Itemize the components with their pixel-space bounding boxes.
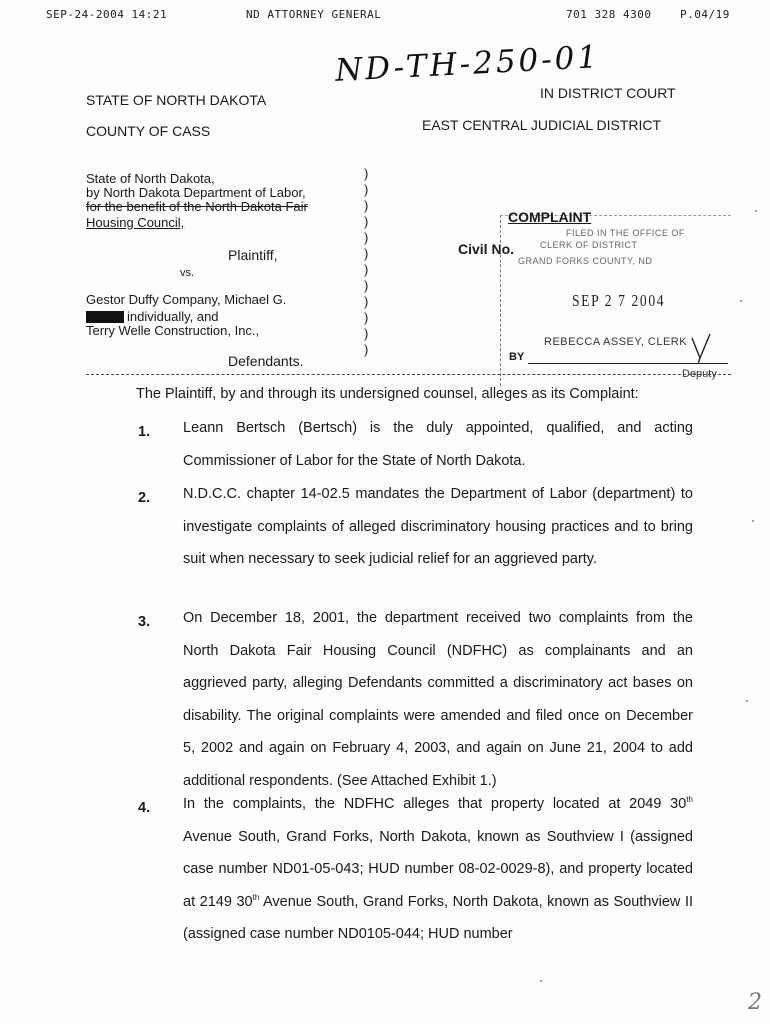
caption-divider <box>86 374 731 375</box>
stamp-date: SEP 2 7 2004 <box>572 291 666 310</box>
stamp-clerk-of-district: CLERK OF DISTRICT <box>540 240 638 250</box>
paragraph-4 <box>183 788 693 951</box>
handwritten-case-number: ND-TH-250-01 <box>334 39 601 89</box>
plaintiff-line-2: by North Dakota Department of Labor, <box>86 185 306 200</box>
scan-speck <box>752 520 754 522</box>
caption-parentheses: ) ) ) ) ) ) ) ) ) ) ) ) <box>364 166 369 357</box>
stamp-clerk: REBECCA ASSEY, CLERK <box>544 336 688 348</box>
defendant-line-1: Gestor Duffy Company, Michael G. <box>86 292 287 307</box>
fax-timestamp: SEP-24-2004 14:21 <box>46 8 168 21</box>
paragraph-4-part-c: Avenue South, Grand Forks, North Dakota, known as Southview II (assigned case number ND0105-044; HUD number <box>183 893 694 943</box>
defendant-role: Defendants. <box>228 353 304 369</box>
plaintiff-role: Plaintiff, <box>228 247 278 263</box>
scan-speck <box>740 300 742 302</box>
redaction-box <box>86 311 124 323</box>
stamp-by-label: BY <box>509 351 525 363</box>
fax-page: P.04/19 <box>680 8 730 21</box>
defendant-line-2: individually, and <box>127 309 219 324</box>
ordinal-suffix-a: th <box>686 795 693 805</box>
paragraph-1: Leann Bertsch (Bertsch) is the duly appointed, qualified, and acting Commissioner of Labor for the State of North Dakota. <box>183 420 693 469</box>
plaintiff-line-3: for the benefit of the North Dakota Fair <box>86 199 308 214</box>
stamp-deputy: Deputy <box>682 368 717 380</box>
caption-county: COUNTY OF CASS <box>86 123 211 139</box>
scan-speck <box>755 210 757 212</box>
paragraph-2: N.D.C.C. chapter 14-02.5 mandates the Department of Labor (department) to investigate complaints of alleged discriminatory housing practices and to bring suit when necessary to seek judicial relief for an aggrieved party. <box>183 486 693 568</box>
caption-court: IN DISTRICT COURT <box>540 85 676 101</box>
paragraph-number-3: 3. <box>138 614 151 630</box>
civil-no-label: Civil No. <box>458 241 515 257</box>
complaint-intro: The Plaintiff, by and through its undersigned counsel, alleges as its Complaint: <box>136 386 639 402</box>
plaintiff-line-4: Housing Council, <box>86 215 185 230</box>
fax-phone: 701 328 4300 <box>566 8 652 21</box>
plaintiff-line-1: State of North Dakota, <box>86 171 215 186</box>
paragraph-number-1: 1. <box>138 424 151 440</box>
defendant-line-3: Terry Welle Construction, Inc., <box>86 323 260 338</box>
scan-speck <box>746 700 748 702</box>
versus-label: vs. <box>180 267 195 279</box>
stamp-filed: FILED IN THE OFFICE OF <box>566 228 685 238</box>
caption-district: EAST CENTRAL JUDICIAL DISTRICT <box>422 117 662 133</box>
scan-speck <box>540 980 542 982</box>
paragraph-3: On December 18, 2001, the department received two complaints from the North Dakota Fair Housing Council (NDFHC) as complainants and an aggrieved party, alleging Defendants committed a discriminatory act bases on disability. The original complaints were amended and filed once on December 5, 2002 and again on February 4, 2003, and again on June 21, 2004 to add additional respondents. (See Attached Exhibit 1.) <box>183 610 693 789</box>
paragraph-number-2: 2. <box>138 490 151 506</box>
paragraph-4-part-a: In the complaints, the NDFHC alleges that property located at 2049 30 <box>183 796 687 812</box>
defendant-line-2-wrap <box>86 310 219 324</box>
paragraph-4-part-b: Avenue South, Grand Forks, North Dakota, known as Southview I (assigned case number ND01-05-043; HUD number 08-02-0029-8), and property located at 2149 30 <box>183 828 693 910</box>
paragraph-number-4: 4. <box>138 800 151 816</box>
fax-sender: ND ATTORNEY GENERAL <box>246 8 382 21</box>
caption-state: STATE OF NORTH DAKOTA <box>86 92 267 108</box>
ordinal-suffix-b: th <box>252 892 260 902</box>
signature-mark <box>688 330 716 366</box>
complaint-title: COMPLAINT <box>508 209 592 225</box>
stamp-county: GRAND FORKS COUNTY, ND <box>518 256 653 266</box>
page-number: 2 <box>748 990 762 1015</box>
